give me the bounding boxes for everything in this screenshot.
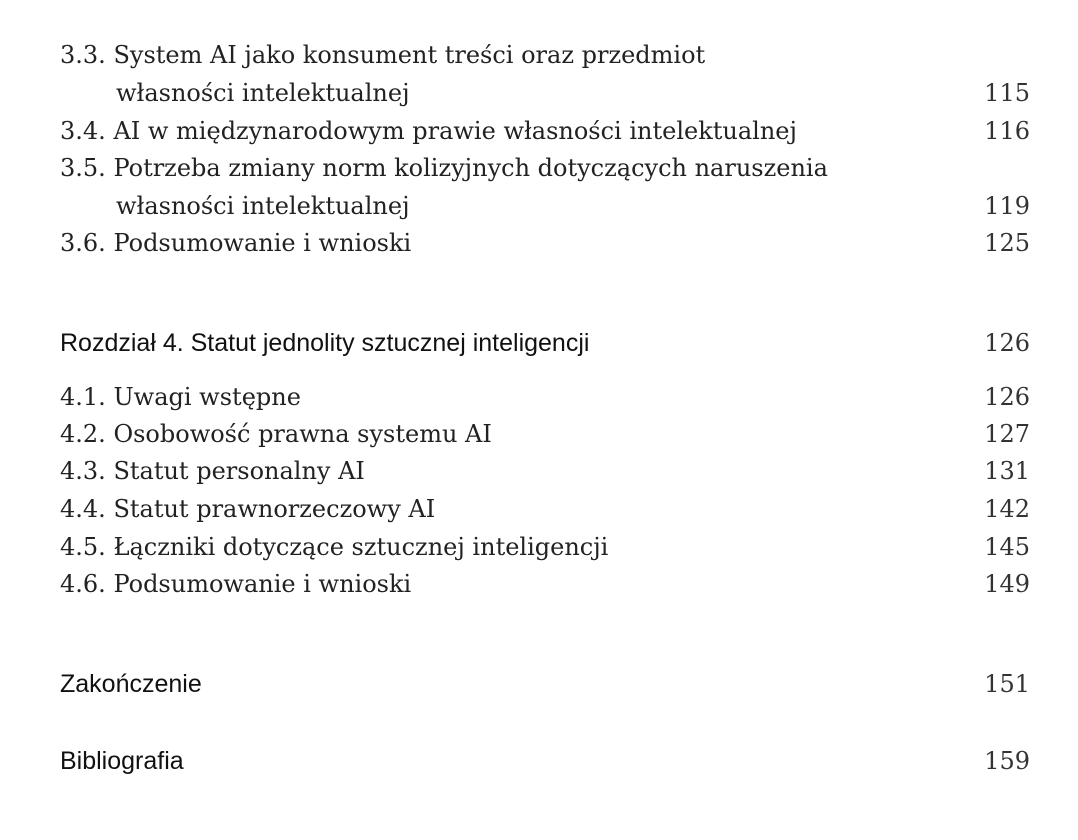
- toc-page-number: 159: [984, 747, 1030, 775]
- toc-page-number: 131: [984, 457, 1030, 485]
- toc-entry-title-continuation: własności intelektualnej: [116, 192, 410, 220]
- toc-page-number: 151: [984, 670, 1030, 698]
- toc-entry-number: 4.2.: [60, 420, 106, 448]
- toc-entry-title-continuation: własności intelektualnej: [116, 79, 410, 107]
- toc-entry-number: 4.1.: [60, 383, 106, 411]
- toc-entry-3-6: [60, 225, 1030, 261]
- toc-entry-3-5: [60, 150, 1030, 186]
- chapter-title: Bibliografia: [60, 747, 184, 775]
- toc-entry-title: Osobowość prawna systemu AI: [113, 420, 492, 448]
- chapter-title: Rozdział 4. Statut jednolity sztucznej inteligencji: [60, 329, 590, 357]
- toc-entry-number: 4.3.: [60, 457, 106, 485]
- toc-page-number: 145: [984, 533, 1030, 561]
- toc-conclusion: [60, 666, 1030, 702]
- toc-entry-4-3: [60, 453, 1030, 489]
- toc-entry-title: System AI jako konsument treści oraz przedmiot: [113, 41, 706, 69]
- toc-page-number: 126: [984, 329, 1030, 357]
- toc-page-number: 125: [984, 229, 1030, 257]
- toc-entry-4-6: [60, 566, 1030, 602]
- toc-entry-3-5-continuation: [116, 188, 1030, 224]
- toc-page-number: 149: [984, 570, 1030, 598]
- toc-entry-number: 4.5.: [60, 533, 106, 561]
- toc-entry-3-3: [60, 37, 1030, 73]
- toc-entry-title: Statut prawnorzeczowy AI: [113, 495, 436, 523]
- toc-entry-4-2: [60, 416, 1030, 452]
- toc-chapter-4-heading: [60, 325, 1030, 361]
- toc-entry-title: Statut personalny AI: [113, 457, 365, 485]
- toc-page-number: 126: [984, 383, 1030, 411]
- toc-page-number: 142: [984, 495, 1030, 523]
- toc-entry-number: 3.4.: [60, 117, 106, 145]
- toc-entry-4-4: [60, 491, 1030, 527]
- toc-entry-number: 3.3.: [60, 41, 106, 69]
- toc-entry-title: Uwagi wstępne: [113, 383, 301, 411]
- toc-entry-title: Łączniki dotyczące sztucznej inteligencji: [113, 533, 609, 561]
- toc-entry-title: Podsumowanie i wnioski: [113, 229, 412, 257]
- toc-entry-number: 4.6.: [60, 570, 106, 598]
- toc-entry-number: 3.6.: [60, 229, 106, 257]
- chapter-title: Zakończenie: [60, 670, 202, 698]
- toc-entry-4-5: [60, 529, 1030, 565]
- toc-entry-3-4: [60, 113, 1030, 149]
- toc-page-number: 115: [984, 79, 1030, 107]
- toc-page-number: 127: [984, 420, 1030, 448]
- toc-entry-4-1: [60, 379, 1030, 415]
- toc-entry-title: Potrzeba zmiany norm kolizyjnych dotyczących naruszenia: [113, 154, 828, 182]
- toc-entry-number: 3.5.: [60, 154, 106, 182]
- toc-entry-title: Podsumowanie i wnioski: [113, 570, 412, 598]
- toc-entry-3-3-continuation: [116, 75, 1030, 111]
- toc-page-number: 119: [984, 192, 1030, 220]
- toc-entry-number: 4.4.: [60, 495, 106, 523]
- toc-bibliography: [60, 743, 1030, 779]
- toc-entry-title: AI w międzynarodowym prawie własności intelektualnej: [113, 117, 797, 145]
- toc-page-number: 116: [984, 117, 1030, 145]
